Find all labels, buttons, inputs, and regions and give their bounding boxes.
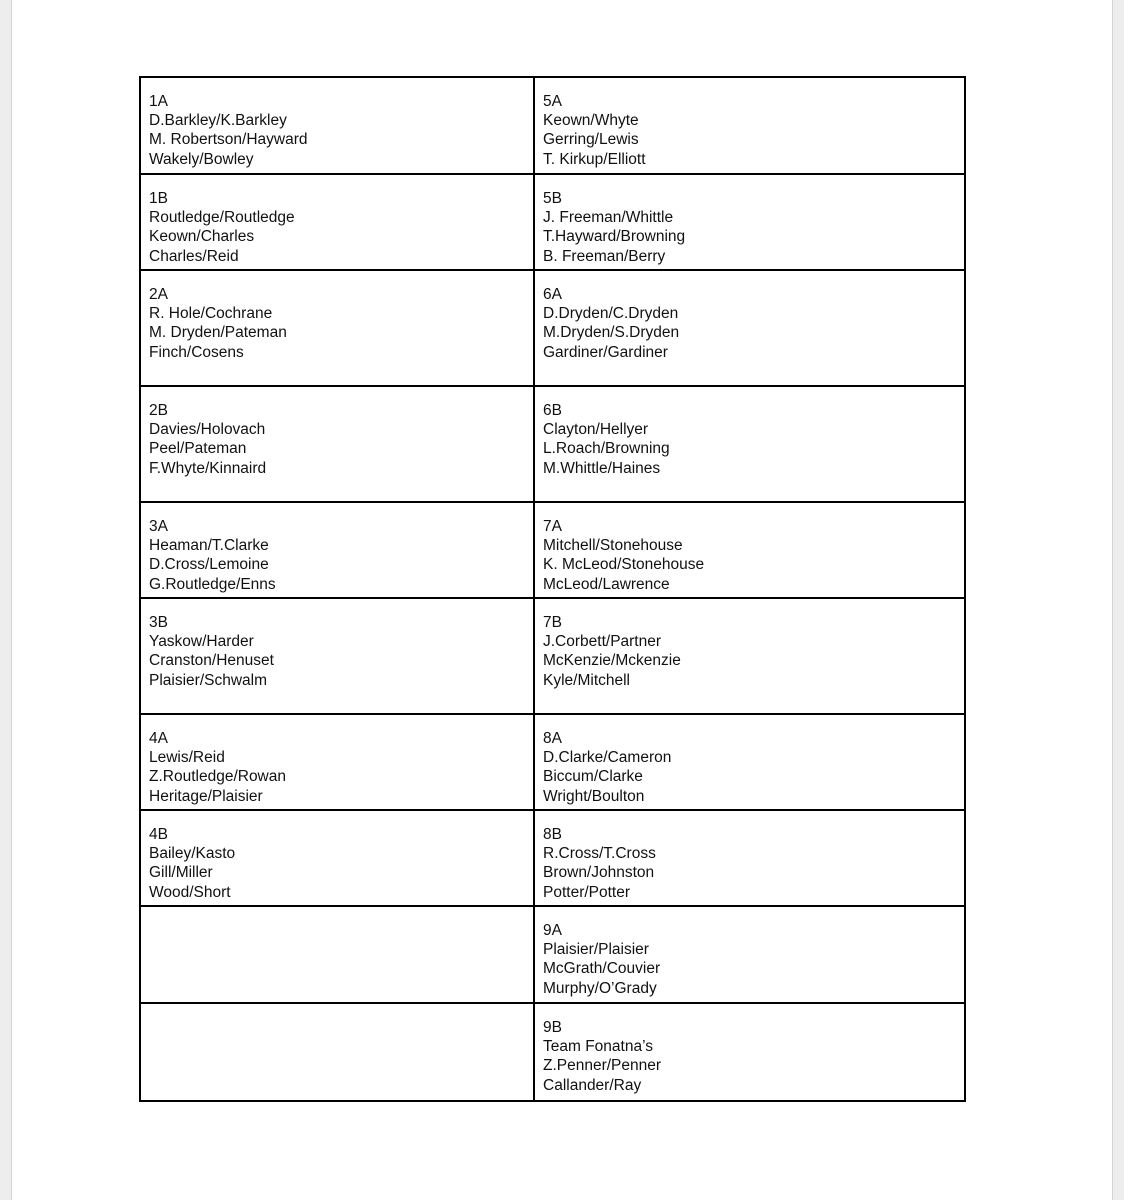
group-cell-left xyxy=(140,598,534,714)
team-pair: D.Dryden/C.Dryden xyxy=(543,305,679,323)
team-pair: M.Dryden/S.Dryden xyxy=(543,324,680,342)
team-pair: D.Cross/Lemoine xyxy=(149,556,269,574)
team-pair: Gerring/Lewis xyxy=(543,131,639,149)
team-pair: Lewis/Reid xyxy=(149,749,225,767)
group-cell-left xyxy=(140,906,534,1003)
group-cell-right xyxy=(534,77,965,174)
team-pair: D.Barkley/K.Barkley xyxy=(149,112,287,130)
group-row xyxy=(140,174,965,270)
team-pair: McLeod/Lawrence xyxy=(543,575,670,593)
team-pair: R.Cross/T.Cross xyxy=(543,845,656,863)
team-pair: B. Freeman/Berry xyxy=(543,247,666,265)
team-pair: Davies/Holovach xyxy=(149,421,266,439)
group-cell-right xyxy=(534,906,965,1003)
group-label: 8A xyxy=(543,730,562,747)
team-pair: Charles/Reid xyxy=(149,247,239,265)
team-pair: Keown/Whyte xyxy=(543,112,639,130)
team-pair: Z.Routledge/Rowan xyxy=(149,768,286,786)
group-cell-left xyxy=(140,810,534,906)
group-label: 4A xyxy=(149,730,168,747)
team-pair: Finch/Cosens xyxy=(149,343,244,361)
team-pair: T.Hayward/Browning xyxy=(543,228,686,246)
group-row xyxy=(140,906,965,1003)
team-pair: Kyle/Mitchell xyxy=(543,671,630,689)
team-pair: Routledge/Routledge xyxy=(149,209,295,227)
team-pair: R. Hole/Cochrane xyxy=(149,305,273,323)
team-pair: Heaman/T.Clarke xyxy=(149,537,269,555)
group-cell-left xyxy=(140,77,534,174)
group-label: 7B xyxy=(543,614,562,631)
team-pair: Gill/Miller xyxy=(149,864,213,882)
team-pair: Yaskow/Harder xyxy=(149,633,254,651)
group-label: 5A xyxy=(543,93,562,110)
team-pair: Wright/Boulton xyxy=(543,787,645,805)
team-pair: Biccum/Clarke xyxy=(543,768,643,786)
group-cell-right xyxy=(534,598,965,714)
groups-table xyxy=(139,76,966,1102)
group-cell-left xyxy=(140,1003,534,1101)
group-label: 3B xyxy=(149,614,168,631)
group-label: 1A xyxy=(149,93,168,110)
group-row xyxy=(140,270,965,386)
team-pair: M. Robertson/Hayward xyxy=(149,131,308,149)
groups-table-body xyxy=(140,77,965,1101)
team-pair: M.Whittle/Haines xyxy=(543,459,661,477)
team-pair: Plaisier/Schwalm xyxy=(149,671,268,689)
team-pair: Keown/Charles xyxy=(149,228,255,246)
team-pair: Murphy/O’Grady xyxy=(543,979,657,997)
group-cell-left xyxy=(140,270,534,386)
group-cell-right xyxy=(534,270,965,386)
group-row xyxy=(140,386,965,502)
group-cell-right xyxy=(534,502,965,598)
team-pair: Z.Penner/Penner xyxy=(543,1057,662,1075)
group-cell-right xyxy=(534,1003,965,1101)
team-pair: D.Clarke/Cameron xyxy=(543,749,672,767)
group-row xyxy=(140,598,965,714)
team-pair: Team Fonatna’s xyxy=(543,1038,653,1056)
team-pair: J. Freeman/Whittle xyxy=(543,209,674,227)
group-cell-left xyxy=(140,714,534,810)
team-pair: Potter/Potter xyxy=(543,883,631,901)
group-cell-right xyxy=(534,174,965,270)
group-cell-right xyxy=(534,386,965,502)
group-label: 6B xyxy=(543,402,562,419)
team-pair: J.Corbett/Partner xyxy=(543,633,662,651)
document-page xyxy=(11,0,1113,1200)
group-label: 7A xyxy=(543,518,562,535)
team-pair: Mitchell/Stonehouse xyxy=(543,537,683,555)
group-label: 4B xyxy=(149,826,168,843)
team-pair: K. McLeod/Stonehouse xyxy=(543,556,705,574)
group-label: 5B xyxy=(543,190,562,207)
team-pair: L.Roach/Browning xyxy=(543,440,670,458)
group-cell-right xyxy=(534,810,965,906)
group-label: 9B xyxy=(543,1019,562,1036)
team-pair: Cranston/Henuset xyxy=(149,652,274,670)
group-label: 3A xyxy=(149,518,168,535)
group-cell-left xyxy=(140,174,534,270)
team-pair: Bailey/Kasto xyxy=(149,845,236,863)
group-label: 1B xyxy=(149,190,168,207)
group-label: 2A xyxy=(149,286,168,303)
team-pair: Plaisier/Plaisier xyxy=(543,941,649,959)
team-pair: Callander/Ray xyxy=(543,1076,642,1094)
team-pair: Heritage/Plaisier xyxy=(149,787,263,805)
team-pair: Gardiner/Gardiner xyxy=(543,343,668,361)
team-pair: Wood/Short xyxy=(149,883,231,901)
group-label: 2B xyxy=(149,402,168,419)
team-pair: Brown/Johnston xyxy=(543,864,655,882)
group-cell-left xyxy=(140,502,534,598)
team-pair: Peel/Pateman xyxy=(149,440,247,458)
team-pair: F.Whyte/Kinnaird xyxy=(149,459,267,477)
group-label: 6A xyxy=(543,286,562,303)
team-pair: Wakely/Bowley xyxy=(149,150,254,168)
team-pair: T. Kirkup/Elliott xyxy=(543,150,646,168)
group-cell-left xyxy=(140,386,534,502)
team-pair: Clayton/Hellyer xyxy=(543,421,649,439)
team-pair: G.Routledge/Enns xyxy=(149,575,276,593)
team-pair: McKenzie/Mckenzie xyxy=(543,652,681,670)
group-row xyxy=(140,502,965,598)
group-row xyxy=(140,714,965,810)
group-row xyxy=(140,810,965,906)
group-label: 8B xyxy=(543,826,562,843)
team-pair: M. Dryden/Pateman xyxy=(149,324,287,342)
group-label: 9A xyxy=(543,922,562,939)
group-row xyxy=(140,77,965,174)
group-row xyxy=(140,1003,965,1101)
group-cell-right xyxy=(534,714,965,810)
team-pair: McGrath/Couvier xyxy=(543,960,661,978)
